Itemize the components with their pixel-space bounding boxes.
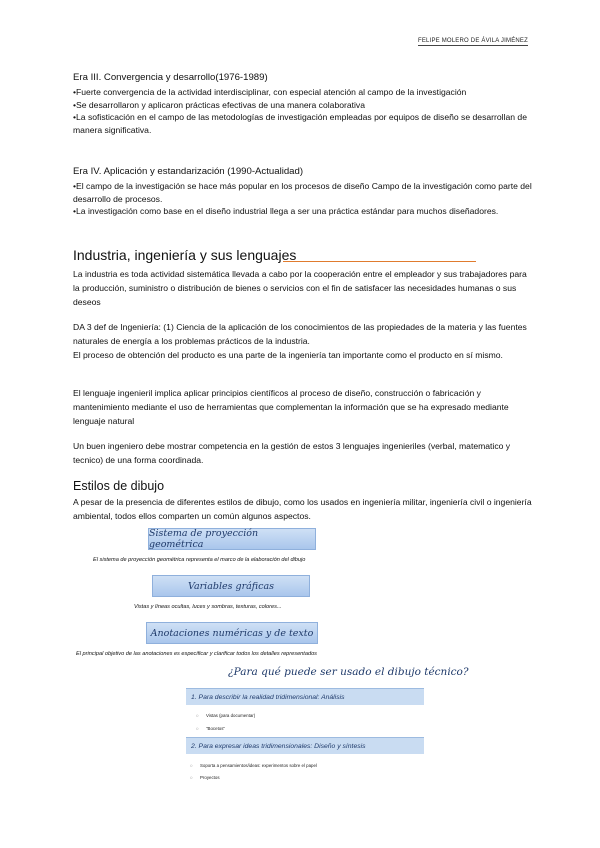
diagram-box-variables: Variables gráficas xyxy=(152,575,310,597)
era3-bullet: •Se desarrollaron y aplicaron prácticas efectivas de una manera colaborativa xyxy=(73,99,366,110)
industria-para-2-wrap xyxy=(73,320,533,362)
diagram-box-proyeccion: Sistema de proyección geométrica xyxy=(148,528,316,550)
era3-bullet: •La sofisticación en el campo de las metodologías de investigación empleadas por equipos de diseño se desarrollan de manera significativa. xyxy=(73,112,527,135)
era3-section xyxy=(73,72,533,136)
bullet-icon: ○ xyxy=(196,726,199,731)
diagram-caption: El sistema de proyección geométrica representa el marco de la elaboración del dibujo xyxy=(93,557,306,563)
question-list-item: ○ Soporta a pensamientos/ideas: experimentos sobre el papel xyxy=(190,763,317,768)
industria-paragraph: Un buen ingeniero debe mostrar competencia en la gestión de estos 3 lenguajes ingenieriles (verbal, matematico y tecnico) de una forma coordinada. xyxy=(73,441,511,465)
question-section-bar: 1. Para describir la realidad tridimensional: Análisis xyxy=(186,688,424,705)
era3-bullet: •Fuerte convergencia de la actividad interdisciplinar, con especial atención al campo de la investigación xyxy=(73,87,467,97)
era4-bullet: •La investigación como base en el diseño industrial llega a ser una práctica estándar para muchos diseñadores. xyxy=(73,206,499,217)
question-list-item: ○ "Bocetos" xyxy=(196,726,225,731)
industria-paragraph: DA 3 def de Ingeniería: (1) Ciencia de la aplicación de los conocimientos de las propiedades de la materia y las fuentes naturales de energía a los problemas prácticos de la industria. xyxy=(73,322,527,346)
question-title: ¿Para qué puede ser usado el dibujo técnico? xyxy=(228,666,469,678)
industria-para-3-wrap xyxy=(73,386,533,428)
industria-paragraph: El lenguaje ingenieril implica aplicar principios científicos al proceso de diseño, construcción o fabricación y mantenimiento mediante el uso de herramientas que complementan la información que se ha expresado mediante lenguaje natural xyxy=(73,388,509,426)
author-header: FELIPE MOLERO DE ÁVILA JIMÉNEZ xyxy=(417,38,528,44)
section-heading-estilos: Estilos de dibujo xyxy=(73,479,165,493)
era4-section xyxy=(73,166,533,218)
diagram-caption: El principal objetivo de las anotaciones es especificar y clarificar todos los detalles representados xyxy=(76,651,317,657)
heading-underline xyxy=(283,261,476,262)
section-heading-industria: Industria, ingeniería y sus lenguajes xyxy=(73,247,297,263)
era4-title: Era IV. Aplicación y estandarización (1990-Actualidad) xyxy=(73,166,304,177)
diagram-caption: Vistas y líneas ocultas, luces y sombras, texturas, colores... xyxy=(134,604,282,610)
industria-paragraph: El proceso de obtención del producto es una parte de la ingeniería tan importante como el producto en sí mismo. xyxy=(73,350,503,360)
bullet-icon: ○ xyxy=(190,775,193,780)
industria-para-4-wrap xyxy=(73,439,533,467)
industria-paragraph: La industria es toda actividad sistemática llevada a cabo por la cooperación entre el empleador y sus trabajadores para la producción, suministro o distribución de bienes o servicios con el fin de satisfacer las necesidades humanas o sus deseos xyxy=(73,269,527,307)
question-list-item: ○ Proyectos xyxy=(190,775,220,780)
question-list-item: ○ Vistas (para documentar) xyxy=(196,713,256,718)
bullet-icon: ○ xyxy=(190,763,193,768)
estilos-intro-wrap xyxy=(73,495,533,523)
question-section-bar: 2. Para expresar ideas tridimensionales: Diseño y síntesis xyxy=(186,737,424,754)
estilos-intro: A pesar de la presencia de diferentes estilos de dibujo, como los usados en ingeniería militar, ingeniería civil o ingeniería ambiental, todos ellos comparten un común algunos aspectos. xyxy=(73,497,532,521)
era4-bullet: •El campo de la investigación se hace más popular en los procesos de diseño Campo de la investigación como parte del desarrollo de procesos. xyxy=(73,181,532,204)
bullet-icon: ○ xyxy=(196,713,199,718)
diagram-box-anotaciones: Anotaciones numéricas y de texto xyxy=(146,622,318,644)
era3-title: Era III. Convergencia y desarrollo(1976-1989) xyxy=(73,72,268,83)
industria-para-1-wrap xyxy=(73,267,533,309)
